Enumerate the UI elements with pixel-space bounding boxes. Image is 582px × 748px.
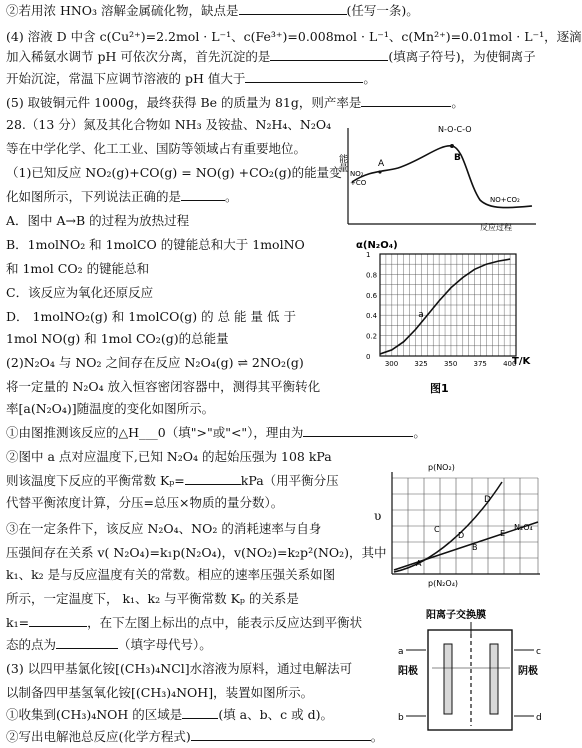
rate-line1-label: D — [484, 495, 491, 505]
electrolysis-cell — [396, 604, 546, 744]
rate-point-b: B — [472, 543, 478, 552]
chart-title: α(N₂O₄) — [356, 240, 398, 251]
text-line: ①收集到(CH₃)₄NOH 的区域是 (填 a、b、c 或 d)。 — [6, 707, 333, 722]
answer-blank[interactable] — [361, 94, 451, 107]
text-line: C．该反应为氧化还原反应 — [6, 285, 154, 300]
x-tick-label: 375 — [473, 360, 487, 368]
conversion-chart — [348, 236, 544, 396]
answer-blank[interactable] — [29, 614, 87, 627]
point-a-label: a — [418, 310, 424, 321]
text-line: 1mol NO(g) 和 1mol CO₂(g)的总能量 — [6, 331, 229, 346]
rate-point-e: E — [500, 529, 506, 538]
rate-bottom-label: p(N₂O₄) — [428, 579, 459, 588]
text-line: 加入稀氨水调节 pH 可依次分离，首先沉淀的是 (填离子符号)，为使铜离子 — [6, 49, 536, 64]
text-line: 等在中学化学、化工工业、国防等领域占有重要地位。 — [6, 141, 307, 156]
answer-blank[interactable] — [185, 472, 241, 485]
cell-title: 阳离子交换膜 — [426, 610, 486, 621]
text-line: 态的点为 （填字母代号）。 — [6, 637, 212, 652]
point-a-marker — [378, 170, 381, 173]
answer-blank[interactable] — [270, 48, 388, 61]
chart-caption: 图1 — [430, 382, 449, 395]
port-c-label: c — [536, 647, 541, 657]
y-tick-label: 1 — [366, 251, 371, 259]
text-line: (4) 溶液 D 中含 c(Cu²⁺)=2.2mol · L⁻¹、c(Fe³⁺)=0.008mol · L⁻¹、c(Mn²⁺)=0.01mol · L⁻¹，逐滴 — [6, 29, 582, 44]
text-line: 压强间存在关系 v( N₂O₄)=k₁p(N₂O₄)，v(NO₂)=k₂p²(NO₂)，其中 — [6, 545, 387, 560]
energy-right-label: NO+CO₂ — [490, 196, 520, 204]
chart-xlabel: T/K — [512, 356, 531, 367]
cell-container — [428, 630, 512, 730]
text-line: B．1molNO₂ 和 1molCO 的键能总和大于 1molNO — [6, 237, 305, 252]
text-line: k₁、k₂ 是与反应温度有关的常数。相应的速率压强关系如图 — [6, 567, 336, 582]
rate-top-label: p(NO₂) — [428, 463, 455, 472]
text-line: 代替平衡浓度计算，分压=总压×物质的量分数）。 — [6, 495, 284, 510]
text-line: (2)N₂O₄ 与 NO₂ 之间存在反应 N₂O₄(g) ⇌ 2NO₂(g) — [6, 355, 304, 370]
text-line: ②写出电解池总反应(化学方程式) 。 — [6, 729, 384, 744]
point-b-marker — [450, 144, 454, 148]
energy-point-a: A — [378, 159, 385, 169]
y-tick-label: 0.8 — [366, 271, 378, 280]
text-line: 率[a(N₂O₄)]随温度的变化如图所示。 — [6, 401, 215, 416]
energy-left-label1: NO₂ — [350, 170, 364, 178]
anode-plate — [444, 644, 452, 714]
text-line: 则该温度下反应的平衡常数 Kₚ= kPa（用平衡分压 — [6, 473, 339, 488]
rate-y-label: υ — [374, 509, 382, 523]
answer-blank[interactable] — [56, 636, 118, 649]
y-tick-label: 0.2 — [366, 332, 378, 341]
y-tick-label: 0 — [366, 353, 371, 361]
rate-pressure-diagram — [372, 458, 544, 590]
port-b-label: b — [398, 713, 404, 723]
text-line: D． 1molNO₂(g) 和 1molCO(g) 的 总 能 量 低 于 — [6, 309, 296, 324]
text-line: 将一定量的 N₂O₄ 放入恒容密闭容器中，测得其平衡转化 — [6, 379, 321, 394]
x-tick-label: 325 — [414, 360, 428, 368]
text-line: k₁= ，在下左图上标出的点中，能表示反应达到平衡状 — [6, 615, 363, 630]
rate-point-c: C — [434, 525, 440, 534]
answer-blank[interactable] — [239, 2, 347, 15]
text-line: 开始沉淀，常温下应调节溶液的 pH 值大于 。 — [6, 71, 376, 86]
cathode-label: 阴极 — [518, 666, 538, 677]
port-d-label: d — [536, 713, 542, 723]
text-line: 和 1mol CO₂ 的键能总和 — [6, 261, 150, 276]
answer-blank[interactable] — [303, 424, 413, 437]
x-tick-label: 400 — [503, 360, 517, 368]
x-tick-label: 300 — [384, 360, 399, 368]
text-line: ②若用浓 HNO₃ 溶解金属硫化物，缺点是 (任写一条)。 — [6, 3, 419, 18]
answer-blank[interactable] — [191, 728, 371, 741]
energy-left-label2: +CO — [350, 179, 367, 187]
energy-diagram — [337, 122, 540, 232]
text-line: (5) 取铍铜元件 1000g，最终获得 Be 的质量为 81g，则产率是 。 — [6, 95, 464, 110]
text-line: ①由图推测该反应的△H___0（填">"或"<"），理由为 。 — [6, 425, 426, 440]
text-line: (3) 以四甲基氯化铵[(CH₃)₄NCl]水溶液为原料，通过电解法可 — [6, 661, 353, 676]
anode-label: 阳极 — [398, 666, 418, 677]
y-tick-label: 0.6 — [366, 291, 378, 300]
port-a-label: a — [398, 647, 404, 657]
energy-y-label: 能量 — [337, 154, 347, 172]
text-line: 所示，一定温度下， k₁、k₂ 与平衡常数 Kₚ 的关系是 — [6, 591, 299, 606]
answer-blank[interactable] — [182, 706, 218, 719]
energy-point-b: B — [454, 153, 461, 163]
text-line: ③在一定条件下，该反应 N₂O₄、NO₂ 的消耗速率与自身 — [6, 521, 322, 536]
cathode-plate — [490, 644, 498, 714]
text-line: 化如图所示，下列说法正确的是 。 — [6, 189, 238, 204]
text-line: A．图中 A→B 的过程为放热过程 — [6, 213, 190, 228]
rate-point-d: D — [458, 531, 465, 540]
energy-top-label: N-O-C-O — [438, 125, 472, 134]
answer-blank[interactable] — [181, 188, 225, 201]
energy-x-label: 反应过程 — [480, 223, 512, 232]
text-line: 以制备四甲基氢氧化铵[(CH₃)₄NOH]，装置如图所示。 — [6, 685, 314, 700]
y-tick-label: 0.4 — [366, 312, 378, 321]
rate-line2-label: N₂O₄ — [514, 523, 533, 532]
rate-point-a: A — [416, 559, 422, 568]
answer-blank[interactable] — [245, 70, 363, 83]
text-line: 28.（13 分）氮及其化合物如 NH₃ 及铵盐、N₂H₄、N₂O₄ — [6, 117, 332, 132]
text-line: ②图中 a 点对应温度下,已知 N₂O₄ 的起始压强为 108 kPa — [6, 449, 332, 464]
x-tick-label: 350 — [443, 360, 458, 368]
text-line: （1)已知反应 NO₂(g)+CO(g) = NO(g) +CO₂(g)的能量变 — [6, 165, 342, 180]
